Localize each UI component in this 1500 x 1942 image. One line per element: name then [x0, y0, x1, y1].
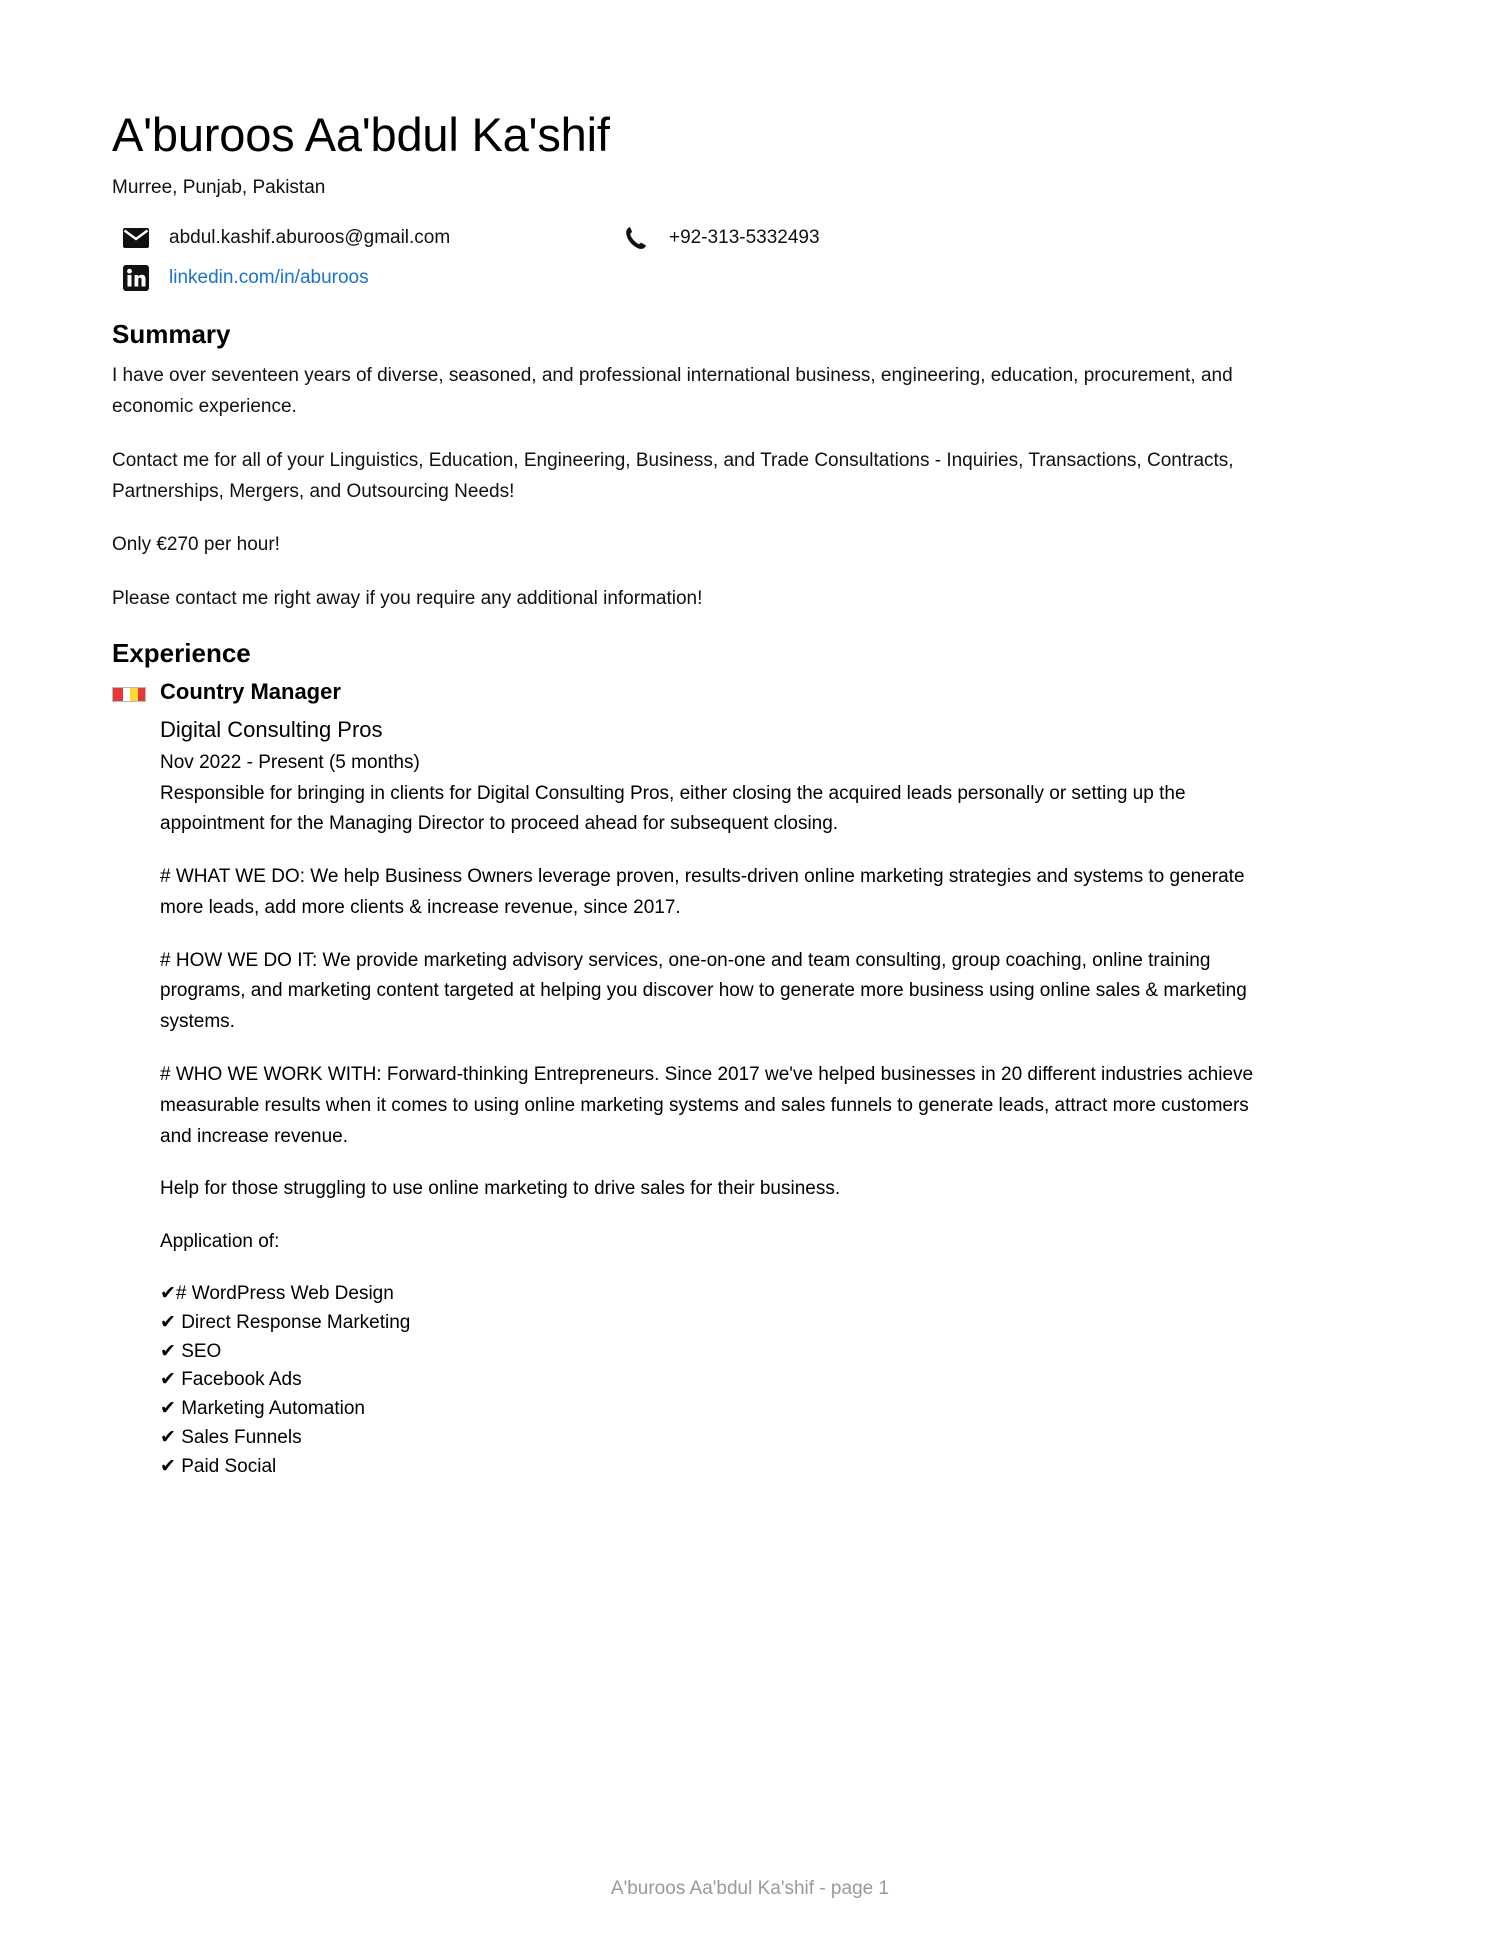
page-title: A'buroos Aa'bdul Ka'shif — [112, 108, 610, 161]
experience-checklist — [160, 1280, 1388, 1482]
list-item: ✔ SEO — [160, 1340, 222, 1362]
summary-paragraph-3: Only €270 per hour! — [112, 534, 280, 556]
experience-paragraph-6: Application of: — [160, 1231, 280, 1253]
experience-paragraph-3: # HOW WE DO IT: We provide marketing advisory services, one-on-one and team consulting, group coaching, online training programs, and marketing content targeted at helping you discover how to generate more business using online sales & marketing systems. — [160, 949, 1247, 1033]
contact-email[interactable] — [112, 223, 612, 253]
page-footer: A'buroos Aa'bdul Ka'shif - page 1 — [610, 1878, 890, 1899]
contact-row-secondary — [112, 263, 1388, 293]
summary-paragraph-2: Contact me for all of your Linguistics, Education, Engineering, Business, and Trade Consultations - Inquiries, Transactions, Contracts, Partnerships, Mergers, and Outsourcing Needs! — [112, 449, 1234, 502]
phone-icon — [621, 223, 651, 253]
list-item: ✔ Marketing Automation — [160, 1398, 365, 1420]
contact-linkedin[interactable] — [112, 263, 369, 293]
contact-row-primary — [112, 223, 1388, 253]
phone-text: +92-313-5332493 — [669, 226, 820, 248]
experience-paragraph-1: Responsible for bringing in clients for Digital Consulting Pros, either closing the acquired leads personally or setting up the appointment for the Managing Director to proceed ahead for subsequent closing. — [160, 782, 1186, 835]
experience-paragraph-4: # WHO WE WORK WITH: Forward-thinking Entrepreneurs. Since 2017 we've helped businesses in 20 different industries achieve measurable results when it comes to using online marketing systems and sales funnels to generate leads, attract more customers and increase revenue. — [160, 1063, 1254, 1147]
envelope-icon — [121, 223, 151, 253]
location-text: Murree, Punjab, Pakistan — [112, 177, 326, 199]
list-item: ✔ Sales Funnels — [160, 1427, 302, 1449]
list-item: ✔ Facebook Ads — [160, 1369, 302, 1391]
experience-entry — [112, 679, 1388, 1482]
list-item: ✔ Paid Social — [160, 1456, 277, 1478]
list-item: ✔# WordPress Web Design — [160, 1282, 394, 1304]
email-text: abdul.kashif.aburoos@gmail.com — [169, 226, 451, 248]
linkedin-text[interactable]: linkedin.com/in/aburoos — [169, 266, 369, 288]
company-logo — [112, 679, 160, 1482]
experience-paragraph-2: # WHAT WE DO: We help Business Owners leverage proven, results-driven online marketing strategies and systems to generate more leads, add more clients & increase revenue, since 2017. — [160, 866, 1245, 918]
summary-paragraph-4: Please contact me right away if you require any additional information! — [112, 587, 703, 609]
company-logo-mark — [112, 687, 146, 702]
summary-paragraph-1: I have over seventeen years of diverse, seasoned, and professional international business, engineering, education, procurement, and economic experience. — [112, 364, 1233, 418]
experience-dates: Nov 2022 - Present (5 months) — [160, 752, 420, 774]
experience-role: Country Manager — [160, 679, 341, 705]
experience-company: Digital Consulting Pros — [160, 716, 383, 742]
list-item: ✔ Direct Response Marketing — [160, 1311, 411, 1333]
contact-phone[interactable] — [612, 223, 820, 253]
experience-paragraph-5: Help for those struggling to use online marketing to drive sales for their business. — [160, 1178, 841, 1200]
section-title-summary: Summary — [112, 318, 231, 349]
section-title-experience: Experience — [112, 637, 251, 668]
contact-block — [112, 223, 1388, 293]
linkedin-icon — [121, 263, 151, 293]
